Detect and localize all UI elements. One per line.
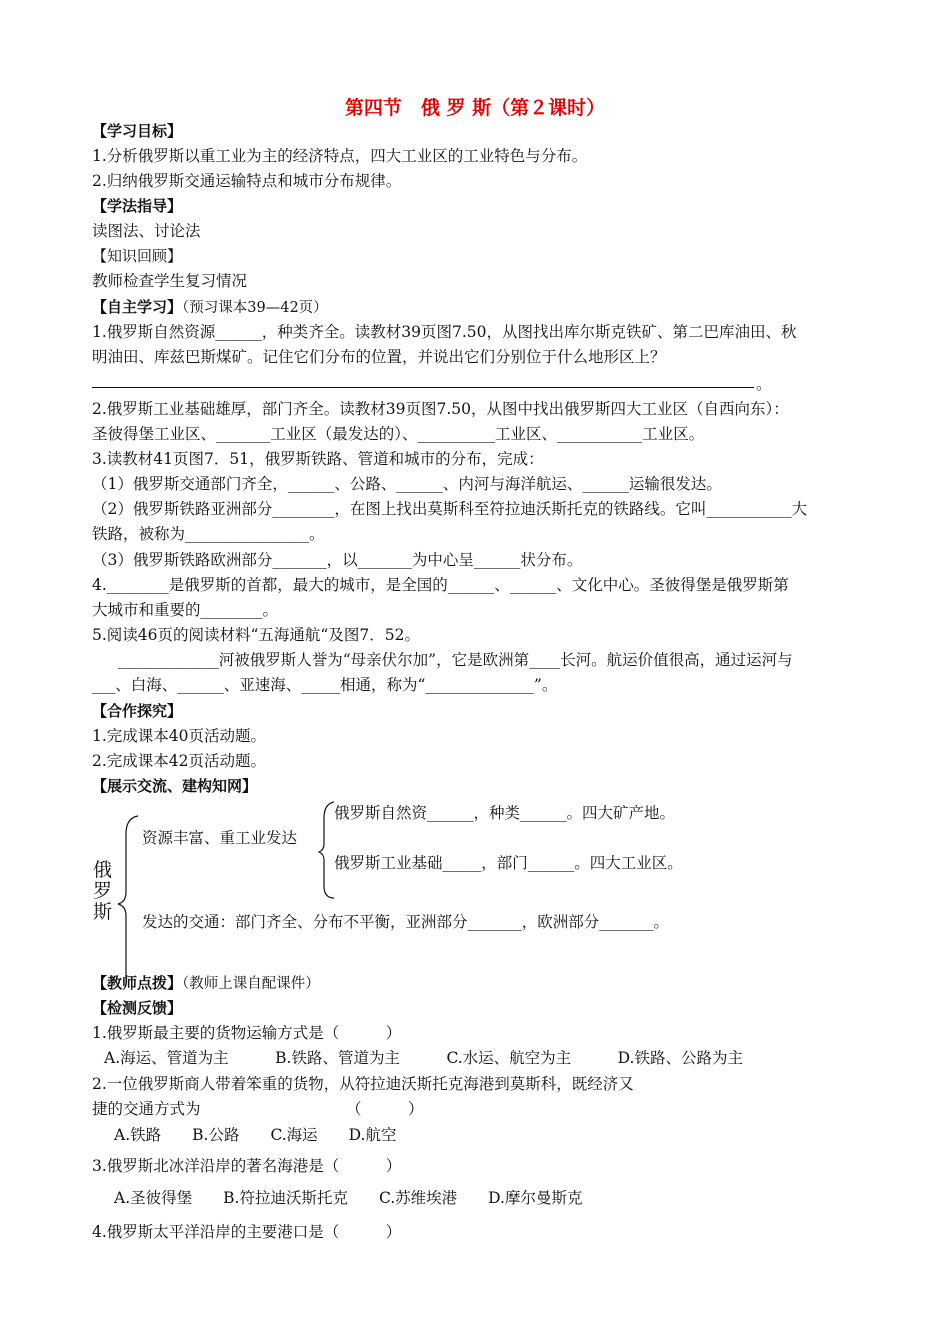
quiz-question-2-line-1: 2.一位俄罗斯商人带着笨重的货物，从符拉迪沃斯托克海港到莫斯科，既经济又 bbox=[92, 1075, 634, 1093]
self-study-heading bbox=[92, 296, 328, 319]
question-5-line-1: 5.阅读46页的阅读材料“五海通航“及图7．52。 bbox=[92, 626, 420, 644]
answer-line-end: 。 bbox=[756, 375, 772, 393]
question-5-line-2: _____________河被俄罗斯人誉为“母亲伏尔加”，它是欧洲第____长河。航运价值很高，通过运河与 bbox=[118, 651, 793, 669]
quiz-question-3-options: A.圣彼得堡 B.符拉迪沃斯托克 C.苏维埃港 D.摩尔曼斯克 bbox=[114, 1189, 583, 1207]
quiz-question-4: 4.俄罗斯太平洋沿岸的主要港口是（ ） bbox=[92, 1223, 402, 1241]
question-1-line-2: 明油田、库兹巴斯煤矿。记住它们分布的位置，并说出它们分别位于什么地形区上？ bbox=[92, 348, 666, 366]
question-3-intro: 3.读教材41页图7．51，俄罗斯铁路、管道和城市的分布，完成： bbox=[92, 450, 544, 468]
question-2-line-1: 2.俄罗斯工业基础雄厚，部门齐全。读教材39页图7.50，从图中找出俄罗斯四大工业区（自西向东）： bbox=[92, 400, 789, 418]
cooperation-item-1: 1.完成课本40页活动题。 bbox=[92, 727, 267, 745]
quiz-question-3: 3.俄罗斯北冰洋沿岸的著名海港是（ ） bbox=[92, 1157, 402, 1175]
question-1-line-1: 1.俄罗斯自然资源______，种类齐全。读教材39页图7.50，从图找出库尔斯克铁矿、第二巴库油田、秋 bbox=[92, 323, 797, 341]
mindmap-branch-transport: 发达的交通：部门齐全、分布不平衡，亚洲部分_______，欧洲部分_______。 bbox=[142, 913, 670, 931]
cooperation-item-2: 2.完成课本42页活动题。 bbox=[92, 752, 267, 770]
question-3-sub-2a: （2）俄罗斯铁路亚洲部分________，在图上找出莫斯科至符拉迪沃斯托克的铁路线。它叫___________大 bbox=[92, 500, 808, 518]
question-3-sub-2b: 铁路，被称为________________。 bbox=[92, 525, 325, 543]
review-text: 教师检查学生复习情况 bbox=[92, 272, 248, 290]
mindmap-branch-resources: 资源丰富、重工业发达 bbox=[142, 829, 298, 847]
mindmap-leaf-industry: 俄罗斯工业基础_____，部门______。四大工业区。 bbox=[334, 854, 683, 872]
objective-2: 2.归纳俄罗斯交通运输特点和城市分布规律。 bbox=[92, 172, 402, 190]
answer-line bbox=[92, 387, 754, 388]
method-heading: 【学法指导】 bbox=[92, 197, 183, 215]
teacher-guidance-heading bbox=[92, 972, 320, 995]
question-4-line-2: 大城市和重要的________。 bbox=[92, 601, 279, 619]
question-3-sub-3: （3）俄罗斯铁路欧洲部分_______，以_______为中心呈______状分布。 bbox=[92, 551, 583, 569]
quiz-question-1-options: A.海运、管道为主 B.铁路、管道为主 C.水运、航空为主 D.铁路、公路为主 bbox=[104, 1049, 743, 1067]
knowledge-map-heading: 【展示交流、建构知网】 bbox=[92, 777, 258, 795]
question-3-sub-1: （1）俄罗斯交通部门齐全，______、公路、______、内河与海洋航运、______运输很发达。 bbox=[92, 475, 722, 493]
mindmap-root-char-1: 俄 bbox=[93, 859, 113, 881]
self-study-label: 【自主学习】 bbox=[92, 298, 183, 316]
objectives-heading: 【学习目标】 bbox=[92, 122, 183, 140]
question-5-line-3: ___、白海、______、亚速海、_____相通，称为“______________”。 bbox=[92, 676, 558, 694]
question-2-line-2: 圣彼得堡工业区、_______工业区（最发达的）、__________工业区、___________工业区。 bbox=[92, 425, 705, 443]
quiz-question-2-line-2: 捷的交通方式为 bbox=[92, 1100, 201, 1118]
self-study-note: （预习课本39—42页） bbox=[182, 300, 328, 316]
teacher-guidance-label: 【教师点拨】 bbox=[92, 974, 183, 992]
test-feedback-heading: 【检测反馈】 bbox=[92, 999, 183, 1017]
review-heading: 【知识回顾】 bbox=[92, 247, 183, 265]
method-text: 读图法、讨论法 bbox=[92, 222, 201, 240]
cooperation-heading: 【合作探究】 bbox=[92, 702, 183, 720]
mindmap-leaf-natural-resources: 俄罗斯自然资______，种类______。四大矿产地。 bbox=[334, 804, 676, 822]
objective-1: 1.分析俄罗斯以重工业为主的经济特点，四大工业区的工业特色与分布。 bbox=[92, 147, 588, 165]
quiz-question-2-options: A.铁路 B.公路 C.海运 D.航空 bbox=[114, 1126, 397, 1144]
teacher-guidance-note: （教师上课自配课件） bbox=[182, 976, 320, 992]
quiz-question-1: 1.俄罗斯最主要的货物运输方式是（ ） bbox=[92, 1024, 402, 1042]
mindmap-main-brace bbox=[112, 812, 142, 982]
page-title: 第四节 俄 罗 斯（第２课时） bbox=[344, 97, 606, 119]
mindmap-root-char-3: 斯 bbox=[93, 901, 113, 923]
quiz-question-2-paren: （ ） bbox=[346, 1100, 424, 1118]
question-4-line-1: 4.________是俄罗斯的首都，最大的城市，是全国的______、______、文化中心。圣彼得堡是俄罗斯第 bbox=[92, 576, 789, 594]
mindmap-root-char-2: 罗 bbox=[93, 880, 113, 902]
